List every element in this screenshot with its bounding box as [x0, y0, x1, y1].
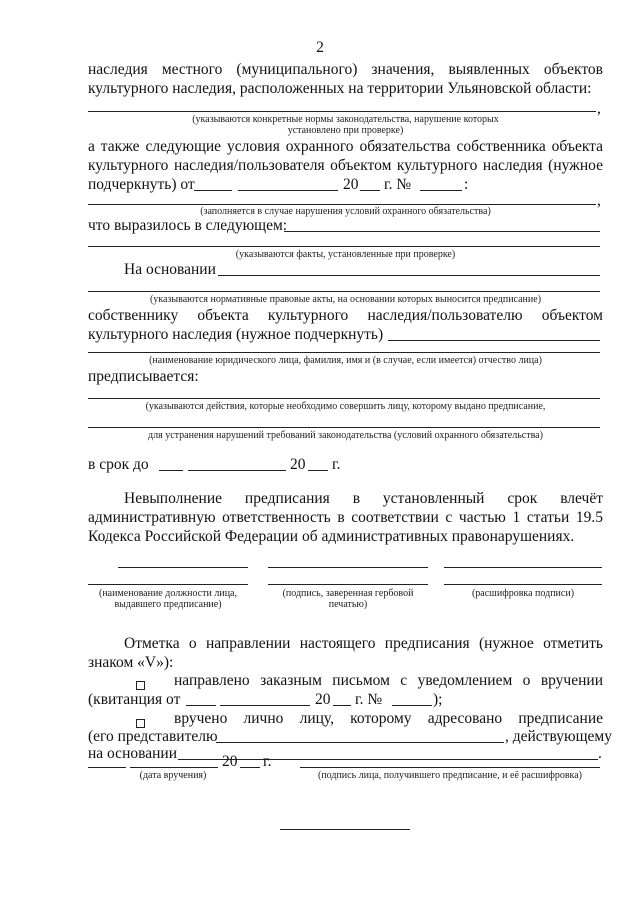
delivery-day-blank [88, 767, 126, 768]
receipt-close: ); [433, 691, 443, 708]
day-blank [194, 190, 232, 191]
owner-fill-line [388, 340, 600, 341]
delivery-year-blank [240, 767, 260, 768]
expressed-label: что выразилось в следующем: [88, 217, 288, 234]
option-personal-line-3: на основании [88, 745, 177, 762]
caption-actions: (указываются действия, которые необходимо совершить лицу, которому выдано предписание, [145, 401, 546, 412]
caption-decoding: (расшифровка подписи) [471, 588, 575, 599]
actions-fill-line [88, 398, 600, 399]
deadline-year-prefix: 20 [290, 456, 306, 473]
receipt-g-number: г. № [355, 691, 383, 708]
caption-signature-1: (подпись, заверенная гербовой [282, 588, 414, 599]
caption-facts: (указываются факты, установленные при проверке) [235, 249, 456, 260]
owner-line-1: собственнику объекта культурного наследия/пользователю объектом [88, 307, 603, 324]
receipt-year-prefix: 20 [315, 691, 331, 708]
caption-position-1: (наименование должности лица, [98, 588, 237, 599]
number-blank [420, 190, 462, 191]
liability-line-2: административную ответственность в соответствии с частью 1 статьи 19.5 [88, 509, 603, 526]
option-personal-line-2: (его представителю [88, 728, 218, 745]
year-blank [360, 190, 380, 191]
year-g-number: г. № [384, 176, 412, 193]
caption-name: (наименование юридического лица, фамилия, имя и (в случае, если имеется) отчество лица) [149, 355, 542, 366]
liability-line-3: Кодекса Российской Федерации об административных правонарушениях. [88, 528, 575, 545]
paragraph-heritage-line-1: наследия местного (муниципального) значения, выявленных объектов [88, 61, 603, 78]
expressed-fill-line [284, 231, 600, 232]
delivery-g: г. [263, 753, 272, 770]
period: . [598, 745, 602, 762]
owner-line-2: культурного наследия (нужное подчеркнуть) [88, 326, 384, 343]
deadline-month-blank [188, 470, 286, 471]
position-line [88, 584, 248, 585]
decoding-line-upper [444, 567, 602, 568]
caption-norms-2: установлено при проверке) [287, 125, 404, 136]
acting-label: , действующему [505, 728, 612, 745]
colon: : [464, 176, 469, 193]
representative-blank [216, 742, 504, 743]
page-number: 2 [316, 39, 324, 56]
paragraph-conditions-line-1: а также следующие условия охранного обязательства собственника объекта [88, 138, 603, 155]
delivery-year-prefix: 20 [222, 753, 238, 770]
name-fill-line [88, 352, 600, 353]
caption-signature-2: печатью) [328, 599, 368, 610]
option-mail-line-2: (квитанция от [88, 691, 181, 708]
basis-blank [178, 759, 598, 760]
paragraph-heritage-line-2: культурного наследия, расположенных на территории Ульяновской области: [88, 80, 592, 97]
caption-norms-1: (указываются конкретные нормы законодательства, нарушение которых [192, 114, 499, 125]
year-prefix: 20 [343, 176, 359, 193]
caption-acts: (указываются нормативные правовые акты, на основании которых выносится предписание) [149, 294, 542, 305]
caption-position-2: выдавшего предписание) [114, 599, 222, 610]
decoding-line [444, 584, 602, 585]
recipient-signature-line [300, 767, 600, 768]
caption-delivery-date: (дата вручения) [139, 770, 207, 781]
deadline-label: в срок до [88, 456, 149, 473]
closing-rule [280, 829, 410, 830]
prescribed-label: предписывается: [88, 368, 199, 385]
deadline-year-blank [308, 470, 328, 471]
facts-fill-line [88, 246, 600, 247]
paragraph-conditions-line-3: подчеркнуть) от [88, 176, 195, 193]
signature-line-upper [268, 567, 428, 568]
comma: , [597, 100, 601, 117]
comma-2: , [597, 192, 601, 209]
receipt-year-blank [333, 705, 351, 706]
basis-fill-line [218, 275, 600, 276]
deadline-g: г. [332, 456, 341, 473]
position-line-upper [118, 567, 248, 568]
conditions-fill-line [88, 204, 596, 205]
month-blank [238, 190, 338, 191]
caption-elimination: для устранения нарушений требований законодательства (условий охранного обязательства) [148, 430, 543, 441]
caption-conditions: (заполняется в случае нарушения условий охранного обязательства) [200, 206, 491, 217]
elimination-fill-line [88, 427, 600, 428]
paragraph-conditions-line-2: культурного наследия/пользователя объектом культурного наследия (нужное [88, 157, 603, 174]
liability-line-1: Невыполнение предписания в установленный срок влечёт [124, 490, 603, 507]
delivery-month-blank [130, 767, 218, 768]
mark-line-2: знаком «V»): [88, 654, 174, 671]
signature-line [268, 584, 428, 585]
acts-fill-line [88, 291, 600, 292]
norms-fill-line [88, 111, 596, 112]
receipt-month-blank [220, 705, 310, 706]
option-mail-line-1: направлено заказным письмом с уведомлением о вручении [174, 672, 603, 689]
basis-label: На основании [124, 261, 216, 278]
caption-recipient-signature: (подпись лица, получившего предписание, и её расшифровка) [317, 770, 583, 781]
option-personal-line-1: вручено лично лицу, которому адресовано предписание [174, 710, 603, 727]
deadline-day-blank [159, 470, 183, 471]
receipt-day-blank [186, 705, 216, 706]
receipt-number-blank [392, 705, 432, 706]
mark-line-1: Отметка о направлении настоящего предписания (нужное отметить [124, 635, 603, 652]
